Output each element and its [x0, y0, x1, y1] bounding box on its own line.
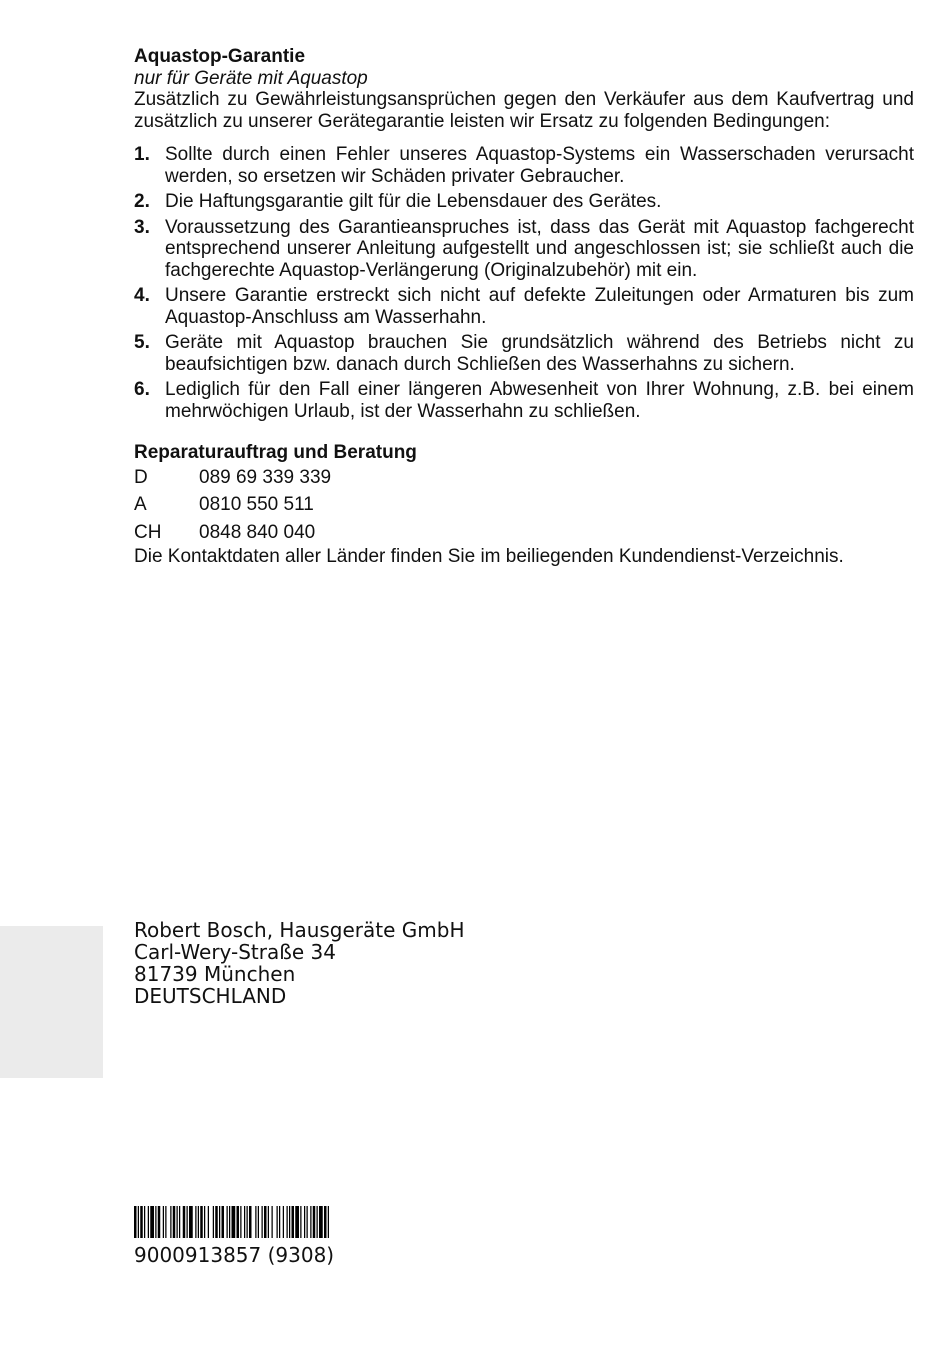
phone-country: A [134, 494, 147, 515]
condition-text: Unsere Garantie erstreckt sich nicht auf defekte Zuleitungen oder Armaturen bis zum Aquastop-Anschluss am Wasserhahn. [165, 285, 914, 328]
condition-item [134, 285, 914, 328]
condition-text: Die Haftungsgarantie gilt für die Lebensdauer des Gerätes. [165, 191, 662, 212]
phone-number: 089 69 339 339 [199, 466, 332, 488]
condition-number: 5. [134, 332, 150, 353]
guarantee-title: Aquastop-Garantie [134, 46, 306, 67]
condition-number: 2. [134, 191, 150, 212]
conditions-list [134, 144, 914, 422]
condition-number: 4. [134, 285, 150, 306]
side-tab-marker [0, 926, 103, 1078]
address-country: DEUTSCHLAND [134, 984, 287, 1008]
phone-row [134, 464, 914, 492]
phone-number: 0848 840 040 [199, 521, 316, 543]
barcode-number: 9000913857 (9308) [134, 1243, 335, 1267]
address-city: 81739 München [134, 962, 296, 986]
address-street: Carl-Wery-Straße 34 [134, 940, 336, 964]
condition-text: Sollte durch einen Fehler unseres Aquastop-Systems ein Wasserschaden verursacht werden, so ersetzen wir Schäden privater Gebraucher. [165, 144, 914, 187]
condition-item [134, 332, 914, 375]
condition-text: Voraussetzung des Garantieanspruches ist, dass das Gerät mit Aquastop fachgerecht entsprechend unserer Anleitung aufgestellt und angeschlossen ist; sie schließt auch die fachgerechte Aquastop-Verlängerung (Originalzubehör) mit ein. [165, 216, 914, 281]
condition-text: Geräte mit Aquastop brauchen Sie grundsätzlich während des Betriebs nicht zu beaufsichtigen bzw. danach durch Schließen des Wasserhahns zu sichern. [165, 332, 914, 375]
address-company: Robert Bosch, Hausgeräte GmbH [134, 918, 465, 942]
phone-country: D [134, 466, 148, 488]
condition-item [134, 379, 914, 422]
condition-item [134, 217, 914, 282]
condition-number: 3. [134, 216, 150, 238]
phone-country: CH [134, 521, 162, 543]
guarantee-content [134, 46, 914, 568]
condition-text: Lediglich für den Fall einer längeren Abwesenheit von Ihrer Wohnung, z.B. bei einem mehrwöchigen Urlaub, ist der Wasserhahn zu schließen. [165, 379, 914, 422]
repair-section [134, 442, 914, 568]
condition-item [134, 144, 914, 187]
guarantee-subtitle: nur für Geräte mit Aquastop [134, 67, 368, 89]
contact-note: Die Kontaktdaten aller Länder finden Sie im beiliegenden Kundendienst-Verzeichnis. [134, 546, 844, 567]
phone-row [134, 491, 914, 519]
condition-number: 6. [134, 379, 150, 400]
phone-number: 0810 550 511 [199, 494, 314, 515]
phone-row [134, 519, 914, 547]
guarantee-intro: Zusätzlich zu Gewährleistungsansprüchen gegen den Verkäufer aus dem Kaufvertrag und zusätzlich zu unserer Gerätegarantie leisten wir Ersatz zu folgenden Bedingungen: [134, 89, 914, 132]
repair-title: Reparaturauftrag und Beratung [134, 442, 417, 463]
barcode-graphic [134, 1206, 426, 1238]
condition-item [134, 191, 914, 213]
manufacturer-address [134, 919, 465, 1007]
condition-number: 1. [134, 144, 150, 165]
